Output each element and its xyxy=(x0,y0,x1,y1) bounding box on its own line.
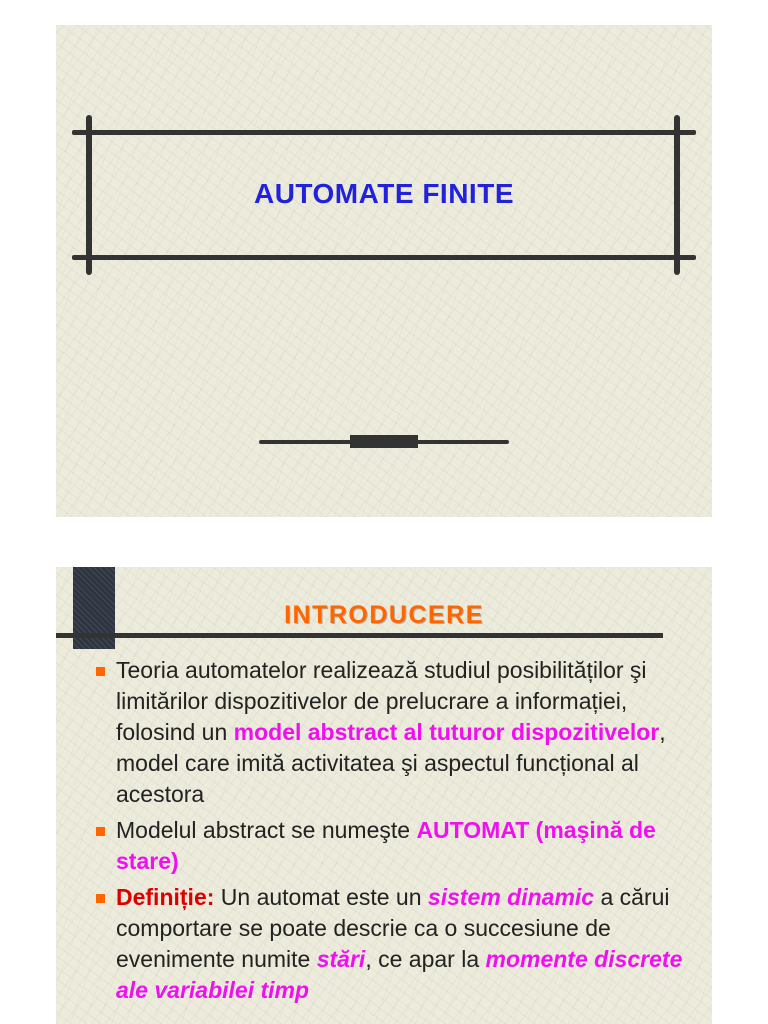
bullet-text: Teoria automatelor realizează studiul posibilităților şi limitărilor dispozitivelor de prelucrare a informației, folosind un xyxy=(116,657,647,745)
bullet-highlight: momente discrete ale variabilei timp xyxy=(116,946,683,1003)
title-underline xyxy=(56,633,663,638)
bullet-highlight: stări xyxy=(316,946,366,972)
bullet-square-icon xyxy=(96,667,105,676)
slide-1-title: AUTOMATE FINITE xyxy=(253,178,514,209)
bullet-square-icon xyxy=(96,827,105,836)
slide-2 xyxy=(56,567,712,1024)
slide-1 xyxy=(56,25,712,517)
frame-bottom-line xyxy=(72,255,696,260)
bullet-text: , model care imită activitatea şi aspectul funcțional al acestora xyxy=(116,719,666,807)
bullet-highlight: model abstract al tuturor dispozitivelor xyxy=(233,719,660,745)
bullet-item xyxy=(96,655,696,810)
bullet-text: Un automat este un xyxy=(214,884,428,910)
bullet-text: , ce apar la xyxy=(365,946,486,972)
bullet-list xyxy=(96,655,696,1011)
bullet-item xyxy=(96,882,696,1006)
definition-label: Definiție: xyxy=(116,884,215,910)
bullet-square-icon xyxy=(96,894,105,903)
bullet-highlight: sistem dinamic xyxy=(427,884,595,910)
bullet-text: a cărui comportare se poate descrie ca o succesiune de evenimente numite xyxy=(116,884,670,972)
decorative-bar-block xyxy=(350,435,418,448)
bullet-item xyxy=(96,815,696,877)
bullet-text: Modelul abstract se numeşte xyxy=(116,817,417,843)
frame-top-line xyxy=(72,130,696,135)
bullet-highlight: AUTOMAT (maşină de stare) xyxy=(116,817,656,874)
slide-2-title: INTRODUCERE xyxy=(284,601,484,629)
